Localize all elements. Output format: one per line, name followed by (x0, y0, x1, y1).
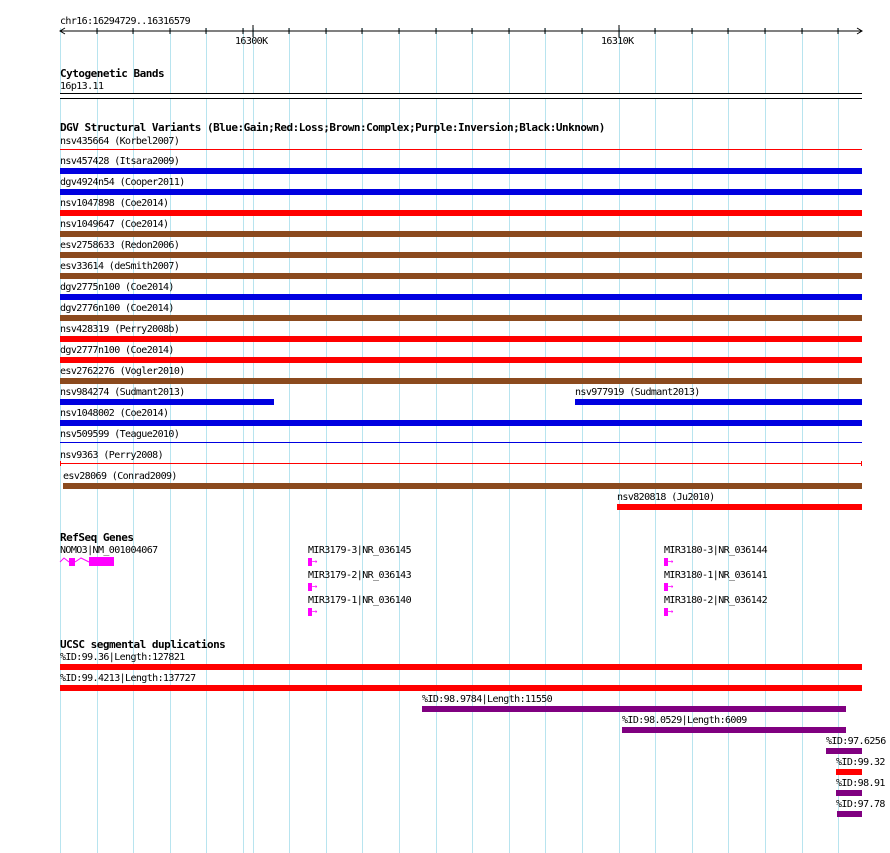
dgv-feature-label: nsv1047898 (Coe2014) (60, 198, 169, 209)
dgv-feature[interactable] (60, 420, 862, 426)
dgv-feature[interactable] (575, 399, 862, 405)
strand-arrow-icon: → (668, 582, 674, 592)
dgv-feature[interactable] (63, 483, 862, 489)
dgv-feature-label: nsv457428 (Itsara2009) (60, 156, 180, 167)
dgv-feature[interactable] (60, 357, 862, 363)
gene-label: NOMO3|NM_001004067 (60, 545, 158, 556)
segdup-track-title: UCSC segmental duplications (60, 638, 226, 651)
refseq-track-title: RefSeq Genes (60, 531, 134, 544)
dgv-feature-label: nsv984274 (Sudmant2013) (60, 387, 185, 398)
dgv-feature[interactable] (60, 315, 862, 321)
dgv-feature[interactable] (60, 231, 862, 237)
dgv-feature[interactable] (60, 252, 862, 258)
dgv-feature-label: nsv428319 (Perry2008b) (60, 324, 180, 335)
segdup-feature[interactable] (60, 664, 862, 670)
segdup-feature[interactable] (60, 685, 862, 691)
strand-arrow-icon: → (312, 582, 318, 592)
segdup-feature[interactable] (622, 727, 846, 733)
segdup-feature[interactable] (826, 748, 862, 754)
gene-label: MIR3180-2|NR_036142 (664, 595, 767, 606)
gene-label: MIR3179-1|NR_036140 (308, 595, 411, 606)
dgv-feature-label: esv2758633 (Redon2006) (60, 240, 180, 251)
segdup-feature-label: %ID:97.78 (836, 799, 885, 810)
gene-label: MIR3180-3|NR_036144 (664, 545, 767, 556)
dgv-feature-label: esv2762276 (Vogler2010) (60, 366, 185, 377)
dgv-feature[interactable] (60, 463, 862, 464)
gene-label: MIR3180-1|NR_036141 (664, 570, 767, 581)
dgv-feature-label: nsv820818 (Ju2010) (617, 492, 715, 503)
dgv-feature-label: esv33614 (deSmith2007) (60, 261, 180, 272)
ruler-axis (0, 0, 890, 50)
dgv-feature[interactable] (60, 189, 862, 195)
dgv-feature[interactable] (60, 378, 862, 384)
gene-label: MIR3179-2|NR_036143 (308, 570, 411, 581)
dgv-track-title: DGV Structural Variants (Blue:Gain;Red:Loss;Brown:Complex;Purple:Inversion;Black:Unknown) (60, 121, 605, 134)
dgv-feature-label: nsv977919 (Sudmant2013) (575, 387, 700, 398)
dgv-feature-label: nsv1048002 (Coe2014) (60, 408, 169, 419)
cytoband-label: 16p13.11 (60, 81, 104, 92)
dgv-feature-label: nsv9363 (Perry2008) (60, 450, 163, 461)
dgv-feature[interactable] (60, 399, 274, 405)
dgv-feature-label: esv28069 (Conrad2009) (63, 471, 177, 482)
dgv-feature-label: dgv2775n100 (Coe2014) (60, 282, 174, 293)
segdup-feature-label: %ID:97.6256 (826, 736, 886, 747)
dgv-feature-label: nsv435664 (Korbel2007) (60, 136, 180, 147)
dgv-feature[interactable] (60, 336, 862, 342)
ruler-position: chr16:16294729..16316579 (60, 16, 191, 27)
dgv-feature-label: dgv2776n100 (Coe2014) (60, 303, 174, 314)
dgv-feature[interactable] (60, 273, 862, 279)
dgv-feature-label: nsv1049647 (Coe2014) (60, 219, 169, 230)
gene-label: MIR3179-3|NR_036145 (308, 545, 411, 556)
segdup-feature-label: %ID:99.36|Length:127821 (60, 652, 185, 663)
dgv-feature[interactable] (617, 504, 862, 510)
segdup-feature[interactable] (836, 790, 862, 796)
dgv-feature[interactable] (60, 149, 862, 150)
segdup-feature-label: %ID:98.9784|Length:11550 (422, 694, 553, 705)
ruler-tick-label: 16300K (235, 36, 268, 47)
dgv-feature[interactable] (60, 442, 862, 443)
segdup-feature-label: %ID:99.32 (836, 757, 885, 768)
segdup-feature-label: %ID:98.91 (836, 778, 885, 789)
dgv-feature-endcap (60, 461, 61, 466)
strand-arrow-icon: → (312, 607, 318, 617)
segdup-feature[interactable] (836, 769, 862, 775)
cytoband-track-title: Cytogenetic Bands (60, 67, 165, 80)
segdup-feature[interactable] (837, 811, 862, 817)
dgv-feature[interactable] (60, 168, 862, 174)
dgv-feature-label: dgv4924n54 (Cooper2011) (60, 177, 185, 188)
segdup-feature-label: %ID:99.4213|Length:137727 (60, 673, 196, 684)
cytoband-feature[interactable] (60, 93, 862, 99)
segdup-feature-label: %ID:98.0529|Length:6009 (622, 715, 747, 726)
strand-arrow-icon: → (312, 557, 318, 567)
dgv-feature[interactable] (60, 210, 862, 216)
segdup-feature[interactable] (422, 706, 846, 712)
dgv-feature-label: nsv509599 (Teague2010) (60, 429, 180, 440)
strand-arrow-icon: → (668, 557, 674, 567)
ruler-tick-label: 16310K (601, 36, 634, 47)
strand-arrow-icon: → (668, 607, 674, 617)
dgv-feature[interactable] (60, 294, 862, 300)
dgv-feature-endcap (861, 461, 862, 466)
dgv-feature-label: dgv2777n100 (Coe2014) (60, 345, 174, 356)
